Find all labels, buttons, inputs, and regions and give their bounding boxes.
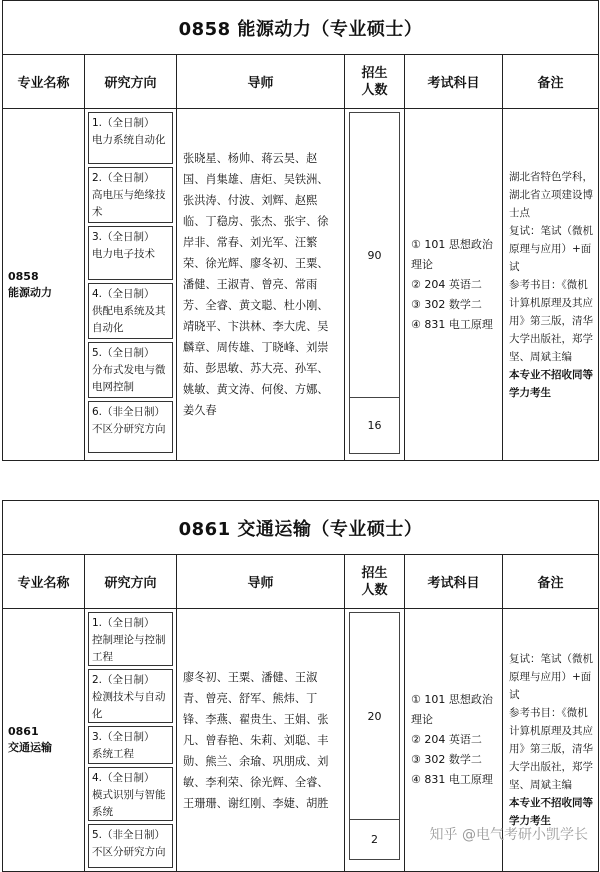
direction-text: 4.（全日制） 模式识别与智能系统: [92, 772, 166, 818]
note-bold: 本专业不招收同等学力考生: [509, 368, 593, 399]
note-text: 湖北省特色学科，湖北省立项建设博士点 复试：笔试（微机原理与应用）+面试 参考书目：《微机计算机原理及其应用》第三版，清华大学出版社，郑学坚、周斌主编: [509, 170, 593, 363]
direction-item: [88, 342, 173, 398]
header-direction: 研究方向: [85, 55, 177, 109]
note-text: 复试：笔试（微机原理与应用）+面试 参考书目：《微机计算机原理及其应用》第三版，清华大学出版社，郑学坚、周斌主编: [509, 653, 593, 791]
direction-item: [88, 283, 173, 339]
quota-part-time: 2: [349, 820, 400, 860]
direction-text: 5.（全日制） 分布式发电与微电网控制: [92, 347, 166, 393]
header-quota: 招生 人数: [345, 55, 405, 109]
major-cell: [3, 109, 85, 461]
advisors-cell: 张晓星、杨帅、蒋云昊、赵国、肖集雄、唐炬、吴铁洲、张洪涛、付波、刘辉、赵熙临、丁稳房、张杰、张宇、徐岸非、常春、刘光军、汪繁荣、徐光辉、廖冬初、王粟、潘健、王淑青、曾亮、常雨芳、全睿、黄文聪、杜小刚、靖晓平、卞洪林、李大虎、吴麟章、周传雄、丁晓峰、刘崇茹、彭思敏、苏大亮、孙军、姚敏、黄文涛、何俊、方娜、姜久春: [177, 109, 345, 461]
header-row: [3, 555, 599, 609]
watermark-text: 知乎 @电气考研小凯学长: [429, 827, 588, 843]
header-major: 专业名称: [3, 55, 85, 109]
direction-item: [88, 612, 173, 666]
direction-text: 3.（全日制） 电力电子技术: [92, 231, 155, 260]
major-cell: [3, 609, 85, 872]
exam-cell: [405, 109, 503, 461]
direction-item: [88, 824, 173, 868]
program-title: 0858 能源动力（专业硕士）: [3, 1, 599, 55]
note-cell: [503, 109, 599, 461]
direction-item: [88, 167, 173, 223]
header-major: 专业名称: [3, 555, 85, 609]
exam-item: ③ 302 数学二: [411, 753, 482, 766]
quota-full-time: 90: [349, 112, 400, 398]
program-row: [3, 109, 599, 461]
major-name: 能源动力: [8, 285, 52, 299]
direction-item: [88, 767, 173, 821]
major-code: 0858: [8, 269, 39, 283]
program-block-0861: [2, 500, 598, 872]
direction-item: [88, 669, 173, 723]
direction-text: 6.（非全日制） 不区分研究方向: [92, 406, 166, 435]
header-note: 备注: [503, 55, 599, 109]
note-bold: 本专业不招收同等学力考生: [509, 797, 593, 827]
advisors-cell: 廖冬初、王粟、潘健、王淑青、曾亮、舒军、熊炜、丁锋、李燕、翟贵生、王娟、张凡、曾春艳、朱莉、刘聪、丰勋、熊兰、余瑜、巩朋成、刘敏、李利荣、徐光辉、全睿、王珊珊、谢红刚、李婕、胡胜: [177, 609, 345, 872]
direction-text: 1.（全日制） 电力系统自动化: [92, 117, 166, 146]
exam-item: ④ 831 电工原理: [411, 317, 493, 331]
header-row: [3, 55, 599, 109]
exam-item: ① 101 思想政治理论: [411, 237, 493, 271]
direction-item: [88, 226, 173, 280]
direction-text: 2.（全日制） 高电压与绝缘技术: [92, 172, 166, 218]
program-table: [2, 0, 599, 461]
program-title: 0861 交通运输（专业硕士）: [3, 501, 599, 555]
direction-item: [88, 401, 173, 453]
major-code: 0861: [8, 725, 39, 738]
header-advisor: 导师: [177, 555, 345, 609]
direction-text: 2.（全日制） 检测技术与自动化: [92, 674, 166, 720]
directions-cell: [85, 609, 177, 872]
direction-text: 1.（全日制） 控制理论与控制工程: [92, 617, 166, 663]
exam-item: ③ 302 数学二: [411, 297, 482, 311]
quota-cell: [345, 109, 405, 461]
exam-item: ② 204 英语二: [411, 733, 482, 746]
header-quota: 招生 人数: [345, 555, 405, 609]
direction-text: 4.（全日制） 供配电系统及其自动化: [92, 288, 166, 334]
header-advisor: 导师: [177, 55, 345, 109]
program-table: [2, 500, 599, 872]
directions-cell: [85, 109, 177, 461]
quota-cell: [345, 609, 405, 872]
exam-item: ④ 831 电工原理: [411, 773, 493, 786]
exam-item: ② 204 英语二: [411, 277, 482, 291]
quota-part-time: 16: [349, 398, 400, 454]
direction-text: 3.（全日制） 系统工程: [92, 731, 155, 760]
header-exam: 考试科目: [405, 555, 503, 609]
header-exam: 考试科目: [405, 55, 503, 109]
header-note: 备注: [503, 555, 599, 609]
program-block-0858: [2, 0, 598, 461]
exam-item: ① 101 思想政治理论: [411, 693, 493, 726]
major-name: 交通运输: [8, 741, 52, 754]
direction-item: [88, 112, 173, 164]
header-direction: 研究方向: [85, 555, 177, 609]
quota-full-time: 20: [349, 612, 400, 820]
direction-text: 5.（非全日制） 不区分研究方向: [92, 829, 166, 858]
direction-item: [88, 726, 173, 764]
